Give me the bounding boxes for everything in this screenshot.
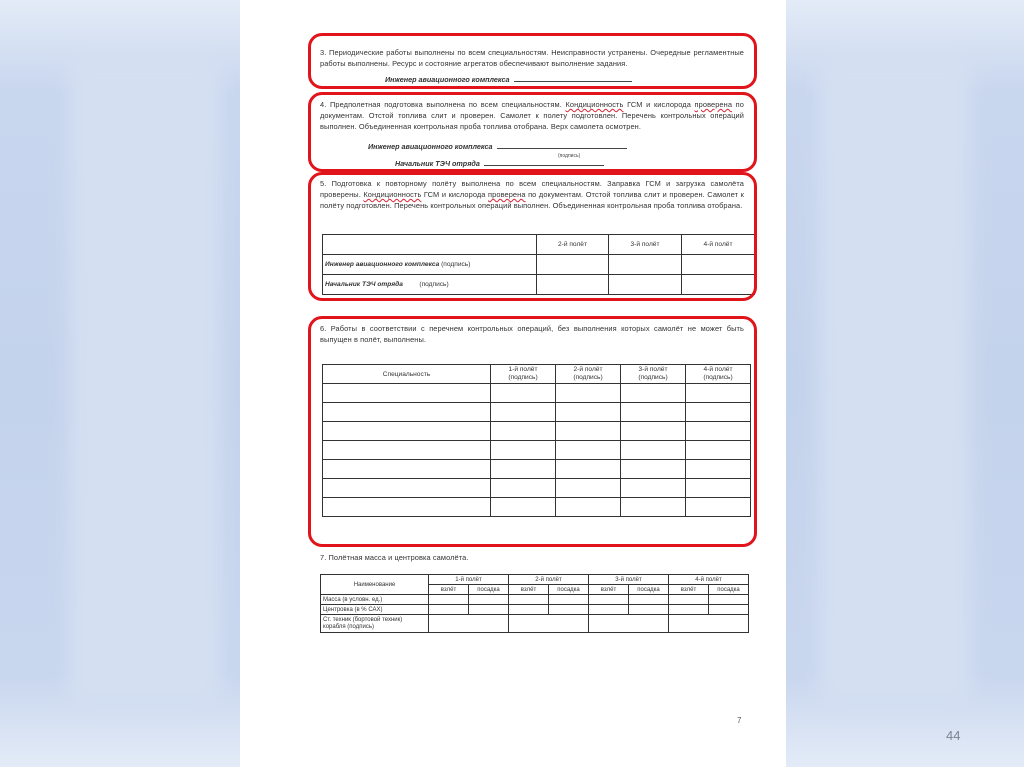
section7-sub-landing: посадка [629,585,669,595]
table-row [321,615,749,633]
section6-text: 6. Работы в соответствии с перечнем контрольных операций, без выполнения которых самолёт не может быть выпущен в полёт, выполнены. [320,324,744,345]
section3-sign-label: Инженер авиационного комплекса [385,75,510,84]
section7-row-centering: Центровка (в % САХ) [321,605,429,615]
section4-sign2-label: Начальник ТЭЧ отряда [395,159,480,168]
section6-flight3-label: 3-й полёт [638,366,668,373]
section4-word-prov: проверена [694,100,733,109]
section7-header-flight1: 1-й полёт [429,575,509,585]
section7-sub-landing: посадка [709,585,749,595]
section5-text-a: 5. Подготовка к повторному полёту выполнена по всем специальностям. Заправка ГСМ и загрузка самолёта проверены. [320,179,744,200]
section7-sub-takeoff: взлёт [669,585,709,595]
background-glow-right [820,60,970,700]
section7-header-name: Наименование [321,575,429,595]
section7-header-flight4: 4-й полёт [669,575,749,585]
section6-flight4-label: 4-й полёт [703,366,733,373]
section6-header-specialty: Специальность [323,365,491,384]
highlight-box-section5 [308,172,757,301]
background-glow-left [70,60,220,700]
section7-sub-landing: посадка [469,585,509,595]
section5-header-flight2: 2-й полёт [537,235,609,255]
section6-flight2-label: 2-й полёт [573,366,603,373]
section7-header-flight3: 3-й полёт [589,575,669,585]
section4-text-b: ГСМ и кислорода [623,100,695,109]
section6-flight1-note: (подпись) [508,374,538,381]
section7-text: 7. Полётная масса и центровка самолёта. [320,553,469,562]
section7-row-mass: Масса (в условн. ед.) [321,595,429,605]
section5-text-b: ГСМ и кислорода [421,190,489,200]
section7-row-technician: Ст. техник (бортовой техник) корабля (подпись) [321,615,429,633]
section7-sub-takeoff: взлёт [589,585,629,595]
section5-row-chief-label: Начальник ТЭЧ отряда [325,281,403,288]
highlight-box-section6 [308,316,757,547]
document-page [240,0,786,767]
section5-word-kond: Кондиционность [363,190,422,200]
section4-text-c: по документам. Отстой топлива слит и проверен. Самолет к полету подготовлен. Перечень контрольных операций выполнен. Объединенная контрольная проба топлива отобрана. Верх самолета осмотрен. [320,100,744,132]
section7-sub-takeoff: взлёт [509,585,549,595]
section5-row-engineer-label: Инженер авиационного комплекса [325,261,440,268]
section6-flight1-label: 1-й полёт [508,366,538,373]
section5-header-flight4: 4-й полёт [682,235,755,255]
section4-sign1-label: Инженер авиационного комплекса [368,142,493,151]
section3-text: 3. Периодические работы выполнены по всем специальностям. Неисправности устранены. Очередные регламентные работы выполнены. Ресурс и состояние агрегатов обеспечивают выполнение задания. [320,48,744,69]
section7-sub-takeoff: взлёт [429,585,469,595]
section5-header-flight3: 3-й полёт [609,235,682,255]
section6-flight3-note: (подпись) [638,374,668,381]
section5-word-prov: проверена [488,190,526,200]
highlight-box-section4 [308,92,757,172]
highlight-box-section3 [308,33,757,89]
slide-number: 44 [946,728,961,743]
section5-row-engineer-note: (подпись) [441,261,471,268]
table-row [321,595,749,605]
section6-flight4-note: (подпись) [703,374,733,381]
section5-text-c: по документам. Отстой топлива слит и проверен. Самолет к полёту подготовлен. Перечень контрольных операций выполнен. Объединенная контрольная проба топлива отобрана. [320,190,744,211]
section5-row-chief-note: (подпись) [419,281,449,288]
section4-word-kond: Кондиционность [565,100,624,109]
section6-flight2-note: (подпись) [573,374,603,381]
page-number: 7 [737,716,742,725]
section7-sub-landing: посадка [549,585,589,595]
section4-podpis: (подпись) [558,153,581,159]
section7-header-flight2: 2-й полёт [509,575,589,585]
section7-table [320,574,749,633]
section4-text-a: 4. Предполетная подготовка выполнена по всем специальностям. [320,100,566,109]
table-row [321,605,749,615]
